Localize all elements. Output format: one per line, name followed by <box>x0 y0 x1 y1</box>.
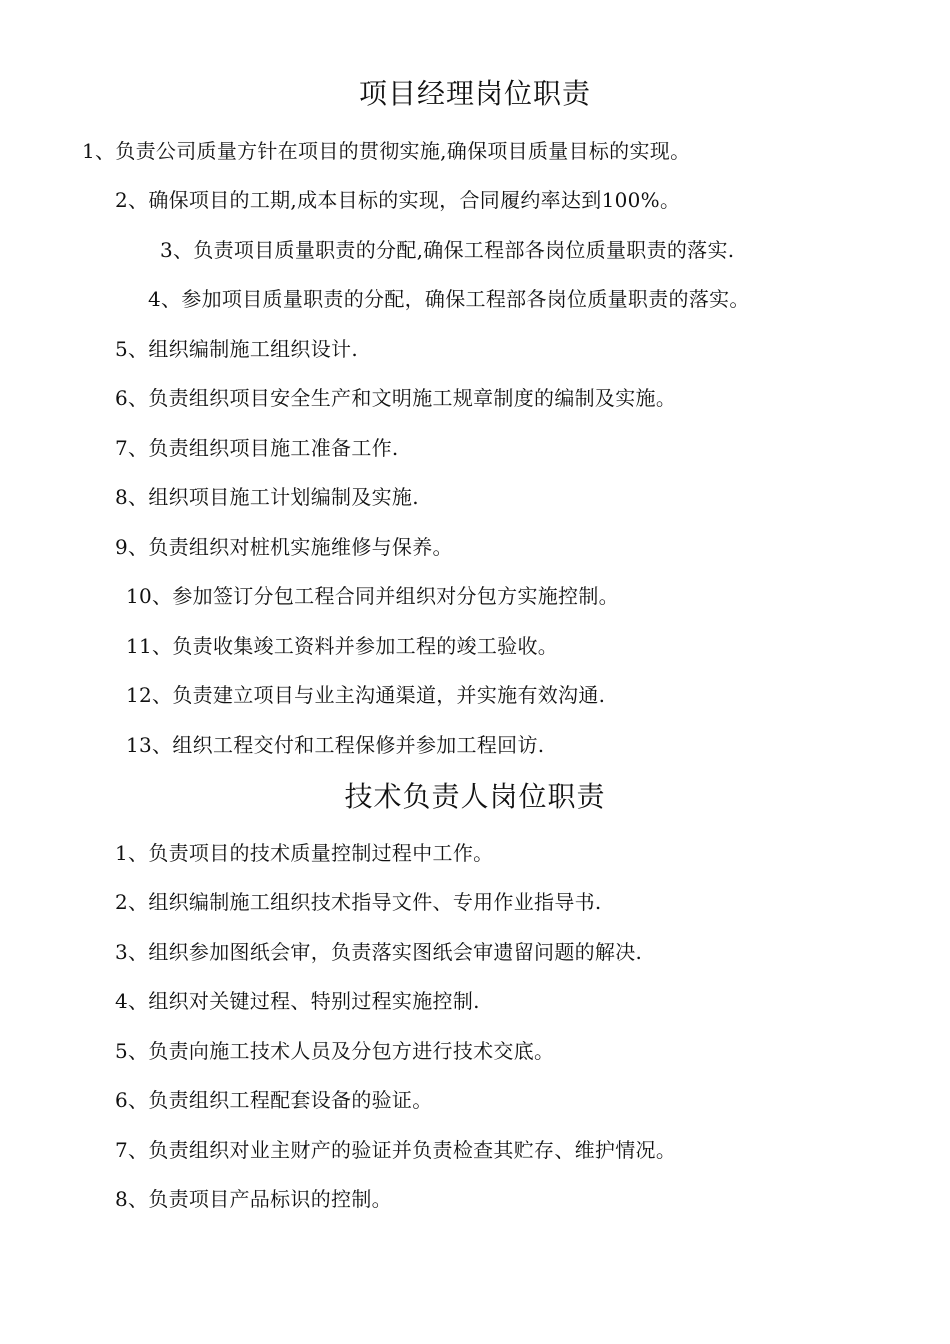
list-item: 13、组织工程交付和工程保修并参加工程回访. <box>126 733 545 757</box>
list-item: 4、组织对关键过程、特别过程实施控制. <box>115 989 480 1013</box>
list-item: 5、负责向施工技术人员及分包方进行技术交底。 <box>115 1039 555 1063</box>
list-item: 7、负责组织对业主财产的验证并负责检查其贮存、维护情况。 <box>115 1138 677 1162</box>
list-item: 6、负责组织项目安全生产和文明施工规章制度的编制及实施。 <box>115 386 677 410</box>
list-item: 7、负责组织项目施工准备工作. <box>115 436 399 460</box>
list-item: 11、负责收集竣工资料并参加工程的竣工验收。 <box>126 634 559 658</box>
section-title-project-manager: 项目经理岗位职责 <box>358 77 591 110</box>
list-item: 8、负责项目产品标识的控制。 <box>115 1187 392 1211</box>
list-item: 1、负责项目的技术质量控制过程中工作。 <box>115 841 494 865</box>
list-item: 4、参加项目质量职责的分配，确保工程部各岗位质量职责的落实。 <box>148 287 750 311</box>
list-item: 2、确保项目的工期,成本目标的实现，合同履约率达到100%。 <box>115 188 681 212</box>
list-item: 1、负责公司质量方针在项目的贯彻实施,确保项目质量目标的实现。 <box>82 139 691 163</box>
list-item: 10、参加签订分包工程合同并组织对分包方实施控制。 <box>126 584 619 608</box>
list-item: 5、组织编制施工组织设计. <box>115 337 358 361</box>
list-item: 2、组织编制施工组织技术指导文件、专用作业指导书. <box>115 890 602 914</box>
list-item: 12、负责建立项目与业主沟通渠道，并实施有效沟通. <box>126 683 606 707</box>
list-item: 6、负责组织工程配套设备的验证。 <box>115 1088 433 1112</box>
list-item: 3、负责项目质量职责的分配,确保工程部各岗位质量职责的落实. <box>160 238 735 262</box>
list-item: 9、负责组织对桩机实施维修与保养。 <box>115 535 453 559</box>
list-item: 8、组织项目施工计划编制及实施. <box>115 485 419 509</box>
list-item: 3、组织参加图纸会审，负责落实图纸会审遗留问题的解决. <box>115 940 643 964</box>
section-title-technical-lead: 技术负责人岗位职责 <box>344 780 606 813</box>
